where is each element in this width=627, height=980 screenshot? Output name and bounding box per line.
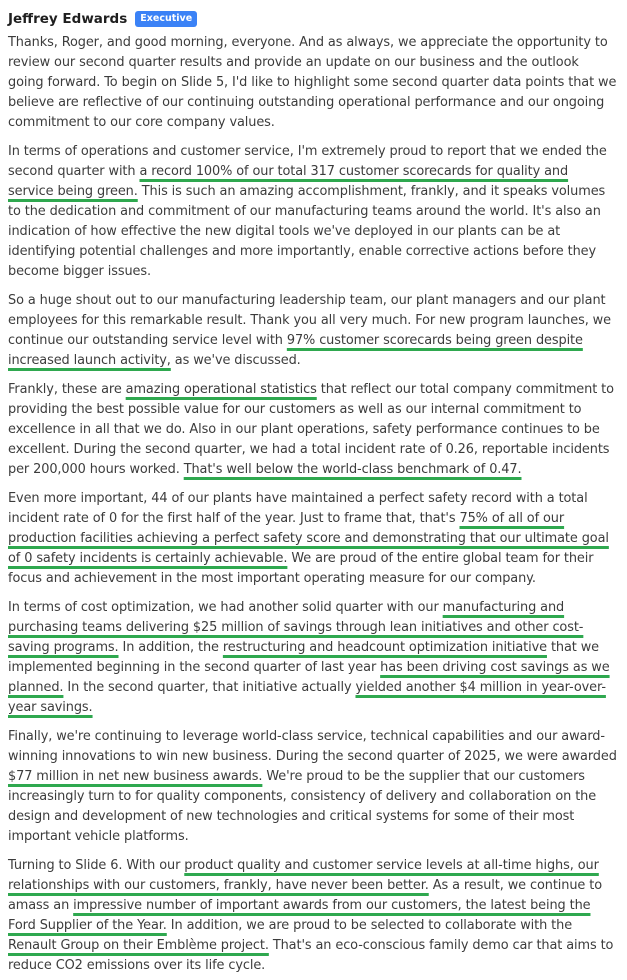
transcript-text: In terms of cost optimization, we had another solid quarter with our: [8, 600, 443, 615]
transcript-text: We are proud of the entire global team for their focus and achievement in the most important operating measure for our company.: [8, 551, 594, 586]
transcript-text: In terms of operations and customer service, I'm extremely proud to report that we ended the second quarter with: [8, 144, 607, 179]
transcript-paragraph: [8, 33, 617, 133]
transcript-text: as we've discussed.: [170, 353, 301, 368]
highlighted-phrase: restructuring and headcount optimization initiative: [222, 640, 547, 655]
highlighted-phrase: product quality and customer service levels at all-time highs, our relationships with our customers, frankly, have never been better.: [8, 858, 599, 893]
transcript-body: [8, 33, 617, 976]
highlighted-phrase: 75% of all of our production facilities achieving a perfect safety score and demonstrating that our ultimate goal of 0 safety incidents is certainly achievable.: [8, 511, 609, 566]
transcript-text: In addition, we are proud to be selected to collaborate with the: [166, 918, 573, 933]
transcript-text: That's an eco-conscious family demo car that aims to reduce CO2 emissions over its life cycle.: [8, 938, 614, 973]
transcript-text: We're proud to be the supplier that our customers increasingly turn to for quality components, consistency of delivery and collaboration on the design and development of new technologies and critical systems for some of their most important vehicle platforms.: [8, 769, 597, 844]
speaker-header: [8, 8, 617, 30]
transcript-text: Even more important, 44 of our plants have maintained a perfect safety record with a total incident rate of 0 for the first half of the year. Just to frame that, that's: [8, 491, 588, 526]
highlighted-phrase: yielded another $4 million in year-over-year savings.: [8, 680, 606, 715]
highlighted-phrase: manufacturing and purchasing teams delivering $25 million of savings through lean initiatives and other cost-saving programs.: [8, 600, 584, 655]
highlighted-phrase: That's well below the world-class benchmark of 0.47.: [183, 462, 522, 477]
highlighted-phrase: Renault Group on their Emblème project.: [8, 938, 269, 953]
highlighted-phrase: 97% customer scorecards being green despite increased launch activity,: [8, 333, 583, 368]
transcript-text: Finally, we're continuing to leverage world-class service, technical capabilities and our award-winning innovations to win new business. During the second quarter of 2025, we were awarded: [8, 729, 617, 764]
transcript-text: Turning to Slide 6. With our: [8, 858, 185, 873]
transcript-text: that reflect our total company commitment to providing the best possible value for our customers as well as our internal commitment to excellence in all that we do. Also in our plant operations, safety performance continues to be excellent. During the second quarter, we had a total incident rate of 0.26, reportable incidents per 200,000 hours worked.: [8, 382, 614, 477]
transcript-text: In the second quarter, that initiative actually: [63, 680, 356, 695]
speaker-name: Jeffrey Edwards: [8, 11, 128, 27]
transcript-paragraph: [8, 727, 617, 847]
transcript-paragraph: [8, 291, 617, 371]
transcript-text: that we implemented beginning in the second quarter of last year: [8, 640, 600, 675]
highlighted-phrase: impressive number of important awards from our customers, the latest being the Ford Supplier of the Year.: [8, 898, 591, 933]
transcript-paragraph: [8, 489, 617, 589]
role-badge: Executive: [135, 11, 197, 27]
highlighted-phrase: $77 million in net new business awards.: [8, 769, 263, 784]
transcript-text: In addition, the: [118, 640, 223, 655]
transcript-paragraph: [8, 142, 617, 282]
transcript-text: This is such an amazing accomplishment, frankly, and it speaks volumes to the dedication and commitment of our manufacturing teams around the world. It's also an indication of how effective the new digital tools we've deployed in our plants can be at identifying potential challenges and more importantly, enable corrective actions before they become bigger issues.: [8, 184, 606, 279]
transcript-paragraph: [8, 598, 617, 718]
transcript-text: As a result, we continue to amass an: [8, 878, 603, 913]
transcript-paragraph: [8, 380, 617, 480]
transcript-paragraph: [8, 856, 617, 976]
highlighted-phrase: amazing operational statistics: [125, 382, 317, 397]
transcript-text: Frankly, these are: [8, 382, 126, 397]
highlighted-phrase: has been driving cost savings as we planned.: [8, 660, 610, 695]
highlighted-phrase: a record 100% of our total 317 customer scorecards for quality and service being green.: [8, 164, 569, 199]
transcript-text: So a huge shout out to our manufacturing leadership team, our plant managers and our plant employees for this remarkable result. Thank you all very much. For new program launches, we continue our outstanding service level with: [8, 293, 611, 348]
transcript-text: Thanks, Roger, and good morning, everyone. And as always, we appreciate the opportunity to review our second quarter results and provide an update on our business and the outlook going forward. To begin on Slide 5, I'd like to highlight some second quarter data points that we believe are reflective of our continuing outstanding operational performance and our ongoing commitment to our core company values.: [8, 35, 617, 130]
